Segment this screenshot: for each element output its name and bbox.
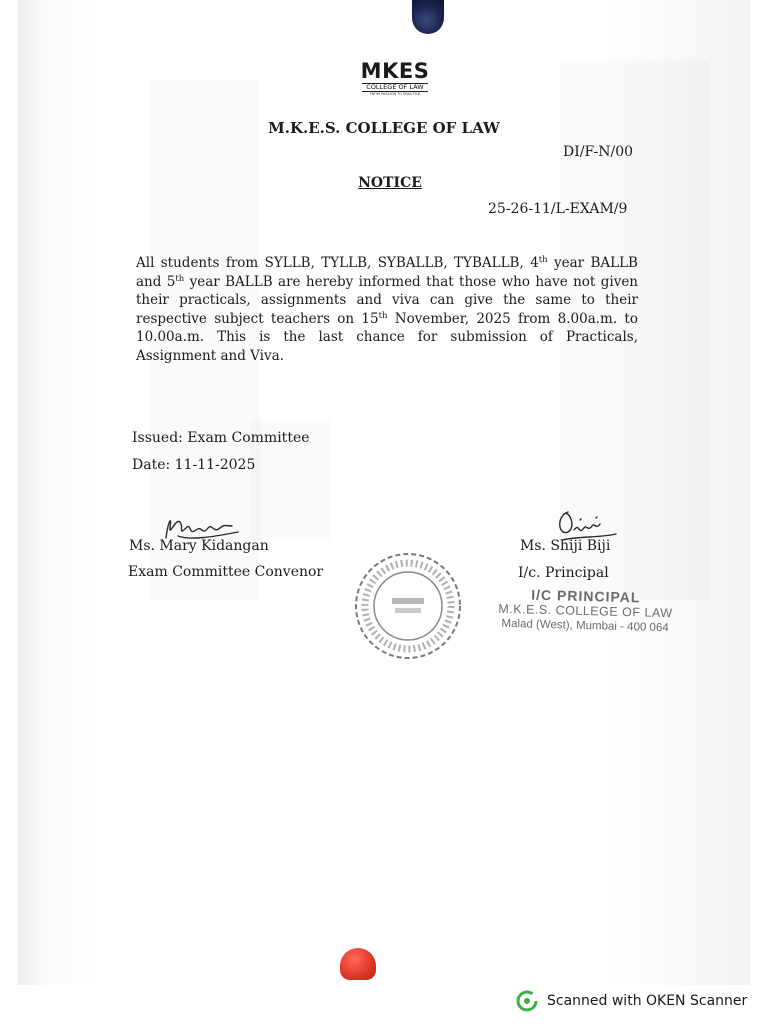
body-text-part: year BALLB are hereby informed that those who have not given their practicals, assignments and viva can give the same to their respective subject teachers on 15 <box>136 273 639 327</box>
stamp-line-1: I/C PRINCIPAL <box>531 586 641 606</box>
principal-title: I/c. Principal <box>518 565 609 581</box>
college-name: M.K.E.S. COLLEGE OF LAW <box>268 119 500 137</box>
stamp-line-2: M.K.E.S. COLLEGE OF LAW <box>498 601 673 621</box>
college-seal <box>352 550 464 662</box>
college-logo <box>359 60 431 100</box>
notice-reference: 25-26-11/L-EXAM/9 <box>488 201 628 217</box>
logo-mark: MKES <box>360 59 430 83</box>
convenor-name: Ms. Mary Kidangan <box>129 538 269 554</box>
form-reference: DI/F-N/00 <box>563 144 634 160</box>
logo-subtitle: COLLEGE OF LAW <box>362 83 428 92</box>
oken-scanner-icon <box>516 990 538 1012</box>
logo-tagline: FROM PASSION TO PRACTICE <box>369 92 421 96</box>
issue-date: Date: 11-11-2025 <box>132 457 256 473</box>
blue-push-pin <box>412 0 444 34</box>
principal-name: Ms. Shiji Biji <box>520 538 611 554</box>
notice-body <box>136 254 638 366</box>
red-push-pin <box>340 948 376 980</box>
scanner-text: Scanned with OKEN Scanner <box>547 993 748 1009</box>
body-text-part: November, 2025 from 8.00a.m. to 10.00a.m. This is the last chance for submission of Practicals, Assignment and Viva. <box>136 310 638 364</box>
stamp-line-3: Malad (West), Mumbai - 400 064 <box>501 617 669 635</box>
notice-title: NOTICE <box>358 175 422 191</box>
scanner-watermark <box>516 990 747 1012</box>
paper-sheet <box>18 0 750 985</box>
principal-stamp <box>477 585 693 636</box>
ordinal-suffix: th <box>538 255 548 265</box>
ordinal-suffix: th <box>378 310 388 321</box>
body-text-part: All students from SYLLB, TYLLB, SYBALLB, TYBALLB, 4 <box>136 255 539 271</box>
ordinal-suffix: th <box>175 273 185 284</box>
convenor-title: Exam Committee Convenor <box>128 564 324 580</box>
issued-by: Issued: Exam Committee <box>132 430 310 446</box>
body-text-part: year BALLB and 5 <box>136 255 638 290</box>
